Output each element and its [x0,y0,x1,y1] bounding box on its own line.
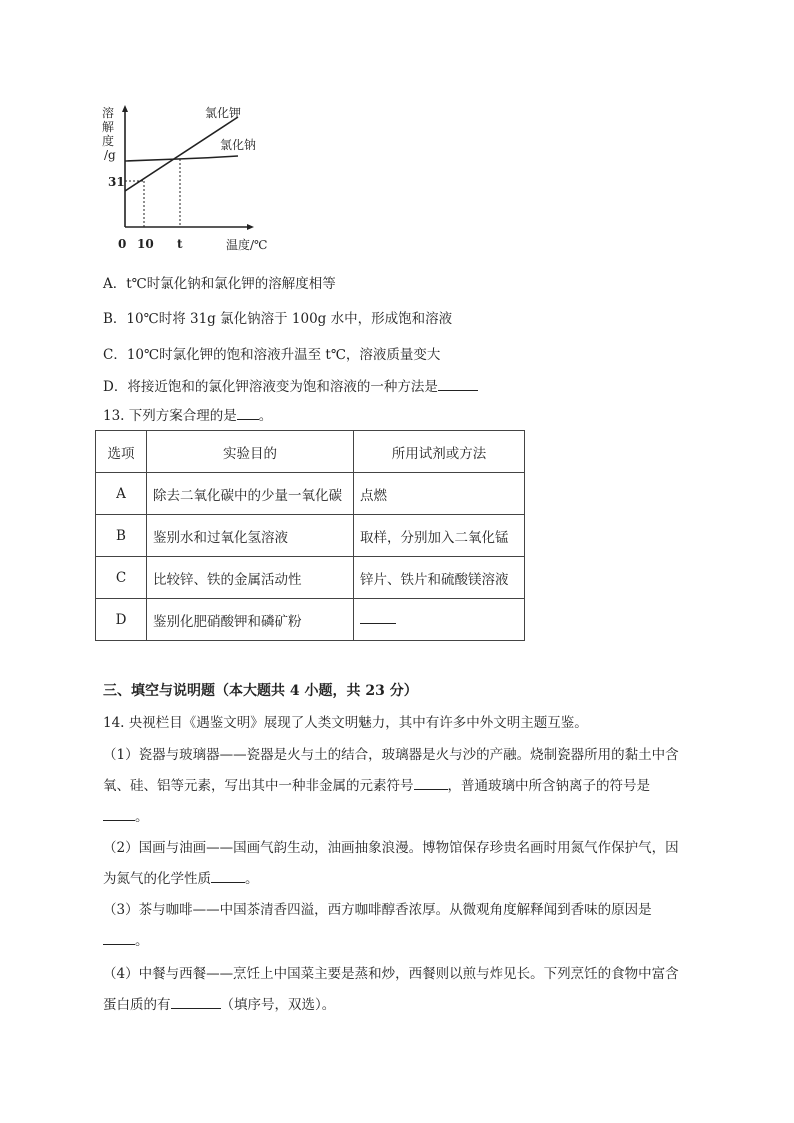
cell-method: 取样，分别加入二氧化锰 [354,515,525,557]
q14-part1-line3: 。 [103,805,149,825]
x-axis-label: 温度/℃ [226,238,268,252]
q14-stem: 14. 央视栏目《遇鉴文明》展现了人类文明魅力，其中有许多中外文明主题互鉴。 [103,715,588,731]
answer-blank [103,932,135,945]
nacl-label: 氯化钠 [220,138,257,152]
answer-blank [438,378,478,391]
cell-option: C [96,557,147,599]
cell-option: B [96,515,147,557]
ylabel-char-3: 度 [102,134,115,148]
q14-part1-line1: （1）瓷器与玻璃器——瓷器是火与土的结合，玻璃器是火与沙的产融。烧制瓷器所用的黏土中含 [103,747,679,763]
ylabel-char-1: 溶 [102,106,115,120]
answer-blank [211,870,245,883]
q14-part4-line1: （4）中餐与西餐——烹饪上中国菜主要是蒸和炒，西餐则以煎与炸见长。下列烹饪的食物中富含 [103,966,679,982]
cell-method: 点燃 [354,473,525,515]
kcl-label: 氯化钾 [205,106,242,120]
header-option: 选项 [96,431,147,473]
answer-blank [171,996,221,1009]
option-c: C．10℃时氯化钾的饱和溶液升温至 t℃，溶液质量变大 [103,347,441,363]
solubility-chart-svg [98,103,278,258]
option-d-text: D．将接近饱和的氯化钾溶液变为饱和溶液的一种方法是 [103,379,438,395]
q14-part4-line2: 蛋白质的有 （填序号，双选）。 [103,997,336,1013]
answer-blank [414,777,448,790]
q13-stem: 13. 下列方案合理的是 [103,408,237,424]
experiment-table [95,430,525,641]
x-tick-10: 10 [137,237,154,251]
header-purpose: 实验目的 [147,431,354,473]
q14-part3-line2: 。 [103,929,149,949]
kcl-curve [125,117,238,191]
option-d [103,375,478,395]
x-tick-t: t [177,237,183,251]
answer-blank [103,808,135,821]
q13-end: 。 [258,408,273,424]
q14-part3-line1: （3）茶与咖啡——中国茶清香四溢，西方咖啡醇香浓厚。从微观角度解释闻到香味的原因是 [103,902,652,918]
section-heading: 三、填空与说明题（本大题共 4 小题，共 23 分） [103,683,418,699]
x-tick-0: 0 [118,237,127,251]
q14-part1-line2: 氧、硅、铝等元素，写出其中一种非金属的元素符号 ，普通玻璃中所含钠离子的符号是 [103,778,650,794]
q14-part2-line1: （2）国画与油画——国画气韵生动，油画抽象浪漫。博物馆保存珍贵名画时用氮气作保护气，因 [103,840,679,856]
nacl-curve [125,156,238,161]
header-method: 所用试剂或方法 [354,431,525,473]
cell-option: D [96,599,147,641]
table-row [96,599,525,641]
x-axis-arrow [247,224,254,230]
cell-purpose: 除去二氧化碳中的少量一氧化碳 [147,473,354,515]
option-a: A．t℃时氯化钠和氯化钾的溶解度相等 [103,276,336,292]
q14-part2-line2: 为氮气的化学性质 。 [103,871,259,887]
cell-purpose: 比较锌、铁的金属活动性 [147,557,354,599]
table-row [96,515,525,557]
cell-purpose: 鉴别化肥硝酸钾和磷矿粉 [147,599,354,641]
cell-purpose: 鉴别水和过氧化氢溶液 [147,515,354,557]
cell-option: A [96,473,147,515]
cell-method: 锌片、铁片和硫酸镁溶液 [354,557,525,599]
ylabel-char-4: /g [104,148,116,162]
question-13 [103,404,272,424]
y-tick-31: 31 [108,175,125,189]
answer-blank [237,407,259,420]
table-header-row [96,431,525,473]
table-row [96,473,525,515]
y-axis-arrow [122,105,128,112]
cell-method-blank [354,599,525,641]
ylabel-char-2: 解 [102,120,115,134]
option-b: B．10℃时将 31g 氯化钠溶于 100g 水中，形成饱和溶液 [103,311,453,327]
answer-blank [360,611,396,624]
solubility-graph [98,103,278,258]
table-row [96,557,525,599]
